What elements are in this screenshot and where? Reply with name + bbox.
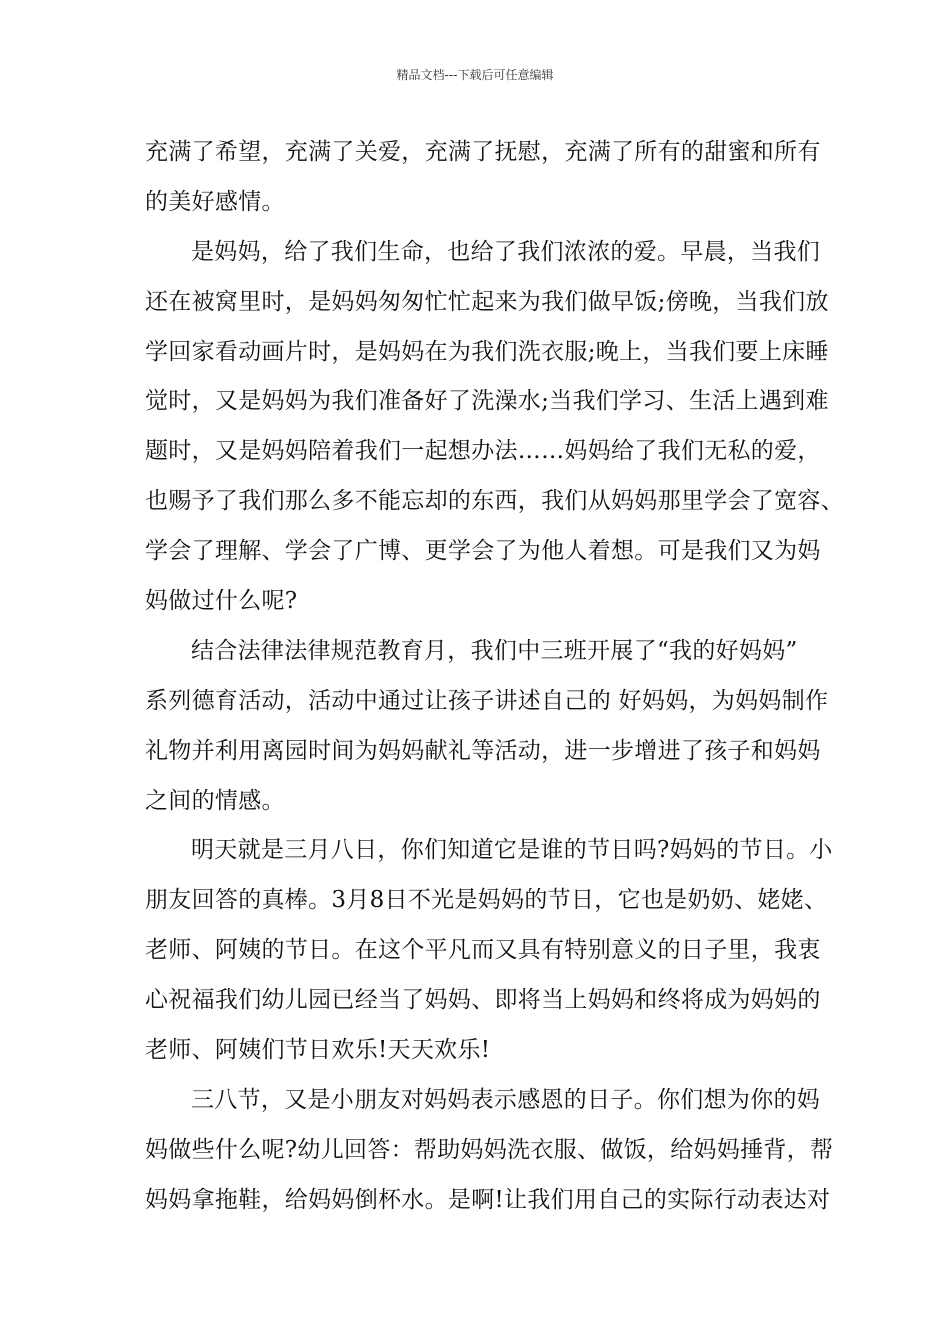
text-line: 系列德育活动，活动中通过让孩子讲述自己的 好妈妈，为妈妈制作 xyxy=(145,687,829,714)
text-line: 老师、阿姨们节日欢乐!天天欢乐! xyxy=(145,1037,491,1064)
text-line: 的美好感情。 xyxy=(145,188,285,215)
paragraph-start-line: 结合法律法律规范教育月，我们中三班开展了“我的好妈妈” xyxy=(191,637,798,664)
paragraph-start-line: 明天就是三月八日，你们知道它是谁的节日吗?妈妈的节日。小 xyxy=(191,837,833,864)
text-line: 学回家看动画片时，是妈妈在为我们洗衣服;晚上，当我们要上床睡 xyxy=(145,338,829,365)
text-line: 充满了希望，充满了关爱，充满了抚慰，充满了所有的甜蜜和所有 xyxy=(145,139,821,165)
text-line: 老师、阿姨的节日。在这个平凡而又具有特别意义的日子里，我衷 xyxy=(145,937,821,964)
text-line: 觉时，又是妈妈为我们准备好了洗澡水;当我们学习、生活上遇到难 xyxy=(145,388,829,415)
text-line: 学会了理解、学会了广博、更学会了为他人着想。可是我们又为妈 xyxy=(145,538,821,565)
text-line: 妈做些什么呢?幼儿回答：帮助妈妈洗衣服、做饭，给妈妈捶背，帮 xyxy=(145,1136,834,1163)
text-line: 之间的情感。 xyxy=(145,787,285,814)
text-line: 妈妈拿拖鞋，给妈妈倒杯水。是啊!让我们用自己的实际行动表达对 xyxy=(145,1186,831,1213)
text-line: 也赐予了我们那么多不能忘却的东西，我们从妈妈那里学会了宽容、 xyxy=(145,488,844,515)
text-line: 心祝福我们幼儿园已经当了妈妈、即将当上妈妈和终将成为妈妈的 xyxy=(145,987,821,1014)
paragraph-start-line: 是妈妈，给了我们生命，也给了我们浓浓的爱。早晨，当我们 xyxy=(191,238,821,265)
text-line: 题时，又是妈妈陪着我们一起想办法……妈妈给了我们无私的爱， xyxy=(145,438,821,465)
text-line: 妈做过什么呢? xyxy=(145,588,298,615)
text-line: 礼物并利用离园时间为妈妈献礼等活动，进一步增进了孩子和妈妈 xyxy=(145,737,821,764)
text-line: 朋友回答的真棒。3月8日不光是妈妈的节日，它也是奶奶、姥姥、 xyxy=(145,887,828,914)
page-header: 精品文档---下载后可任意编辑 xyxy=(396,68,554,82)
document-body xyxy=(145,128,844,1226)
text-line: 还在被窝里时，是妈妈匆匆忙忙起来为我们做早饭;傍晚，当我们放 xyxy=(145,288,829,315)
paragraph-start-line: 三八节，又是小朋友对妈妈表示感恩的日子。你们想为你的妈 xyxy=(191,1086,821,1113)
